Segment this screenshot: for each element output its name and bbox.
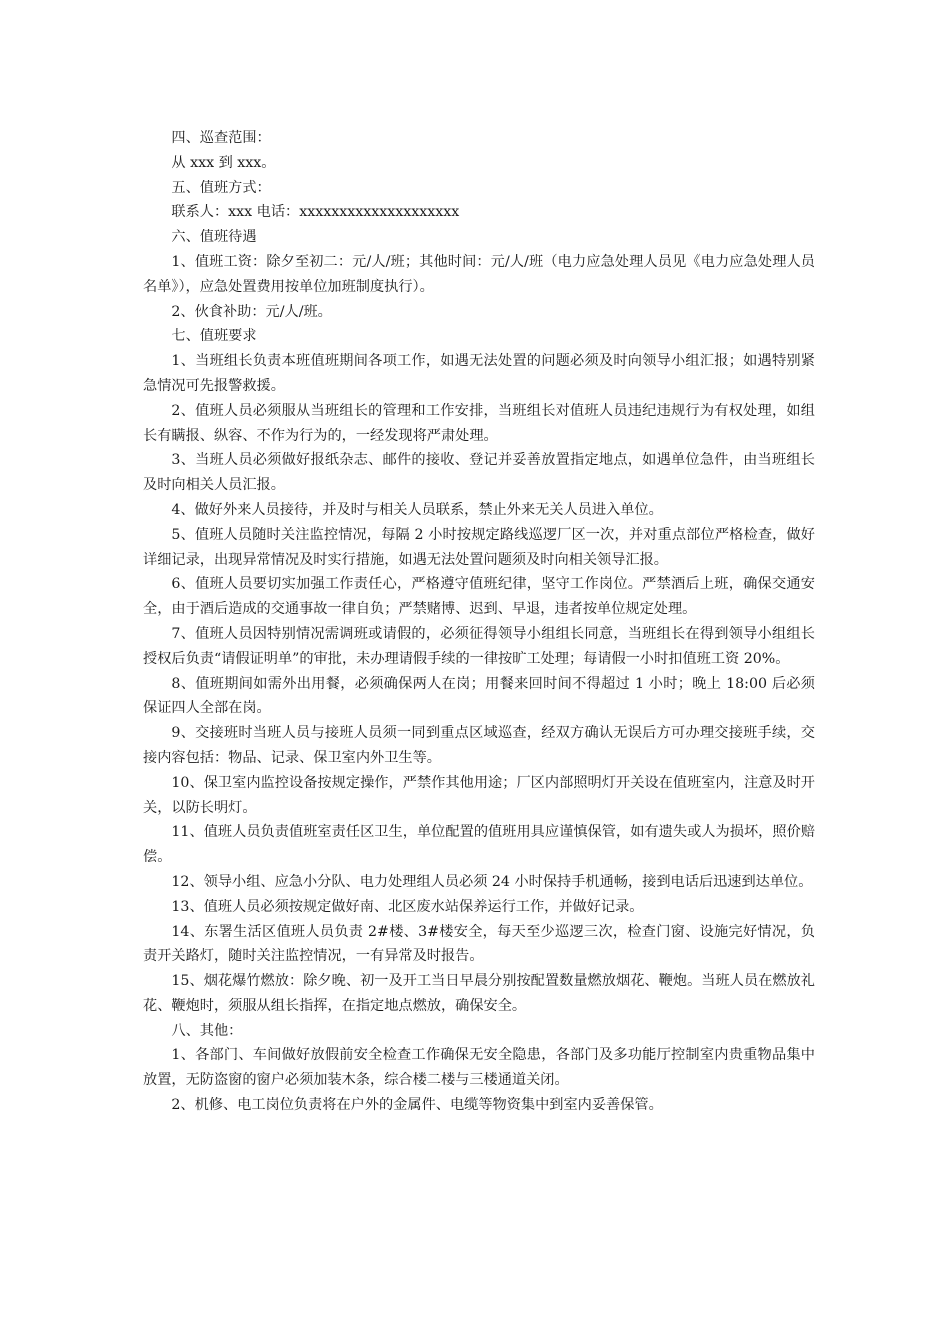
paragraph: 12、领导小组、应急小分队、电力处理组人员必须 24 小时保持手机通畅，接到电话后迅速到达单位。 [171,873,813,890]
paragraph: 2、机修、电工岗位负责将在户外的金属件、电缆等物资集中到室内妥善保管。 [171,1097,663,1114]
section-heading-duty-mode: 五、值班方式： [171,179,271,196]
paragraph: 5、值班人员随时关注监控情况，每隔 2 小时按规定路线巡逻厂区一次，并对重点部位严格检查，做好详细记录，出现异常情况及时实行措施，如遇无法处置问题须及时向相关领导汇报。 [143,526,815,568]
document-body [143,126,815,1118]
paragraph: 11、值班人员负责值班室责任区卫生，单位配置的值班用具应谨慎保管，如有遗失或人为损坏，照价赔偿。 [143,824,815,866]
paragraph: 6、值班人员要切实加强工作责任心，严格遵守值班纪律，坚守工作岗位。严禁酒后上班，确保交通安全，由于酒后造成的交通事故一律自负；严禁赌博、迟到、早退，违者按单位规定处理。 [143,576,815,618]
section-heading-other: 八、其他： [171,1022,243,1039]
paragraph: 10、保卫室内监控设备按规定操作，严禁作其他用途；厂区内部照明灯开关设在值班室内，注意及时开关，以防长明灯。 [143,774,815,816]
section-heading-patrol-scope: 四、巡查范围： [171,130,271,146]
paragraph: 8、值班期间如需外出用餐，必须确保两人在岗；用餐来回时间不得超过 1 小时；晚上 18:00 后必须保证四人全部在岗。 [143,675,815,717]
paragraph: 1、各部门、车间做好放假前安全检查工作确保无安全隐患，各部门及多功能厅控制室内贵重物品集中放置，无防盗窗的窗户必须加装木条，综合楼二楼与三楼通道关闭。 [143,1047,815,1089]
paragraph: 14、东署生活区值班人员负责 2#楼、3#楼安全，每天至少巡逻三次，检查门窗、设施完好情况，负责开关路灯，随时关注监控情况，一有异常及时报告。 [143,923,815,965]
paragraph: 1、值班工资：除夕至初二：元/人/班；其他时间：元/人/班（电力应急处理人员见《电力应急处理人员名单》），应急处置费用按单位加班制度执行）。 [143,253,815,295]
section-heading-duty-pay: 六、值班待遇 [171,229,257,246]
paragraph: 9、交接班时当班人员与接班人员须一同到重点区域巡查，经双方确认无误后方可办理交接班手续，交接内容包括：物品、记录、保卫室内外卫生等。 [143,725,815,766]
paragraph: 2、伙食补助：元/人/班。 [171,303,332,320]
paragraph: 15、烟花爆竹燃放：除夕晚、初一及开工当日早晨分别按配置数量燃放烟花、鞭炮。当班人员在燃放礼花、鞭炮时，须服从组长指挥，在指定地点燃放，确保安全。 [143,973,815,1014]
paragraph: 7、值班人员因特别情况需调班或请假的，必须征得领导小组组长同意，当班组长在得到领导小组组长授权后负责“请假证明单”的审批，未办理请假手续的一律按旷工处理；每请假一小时扣值班工资 20%。 [143,625,815,667]
paragraph: 1、当班组长负责本班值班期间各项工作，如遇无法处置的问题必须及时向领导小组汇报；如遇特别紧急情况可先报警救援。 [143,353,815,394]
paragraph: 从 xxx 到 xxx。 [171,154,276,171]
paragraph: 4、做好外来人员接待，并及时与相关人员联系，禁止外来无关人员进入单位。 [171,501,663,518]
paragraph: 2、值班人员必须服从当班组长的管理和工作安排，当班组长对值班人员违纪违规行为有权处理，如组长有瞒报、纵容、不作为行为的，一经发现将严肃处理。 [143,402,815,444]
paragraph: 13、值班人员必须按规定做好南、北区废水站保养运行工作，并做好记录。 [171,898,644,915]
section-heading-duty-requirements: 七、值班要求 [171,328,257,345]
paragraph: 联系人：xxx 电话：xxxxxxxxxxxxxxxxxxxx [171,204,460,221]
paragraph: 3、当班人员必须做好报纸杂志、邮件的接收、登记并妥善放置指定地点，如遇单位急件，由当班组长及时向相关人员汇报。 [143,452,815,494]
